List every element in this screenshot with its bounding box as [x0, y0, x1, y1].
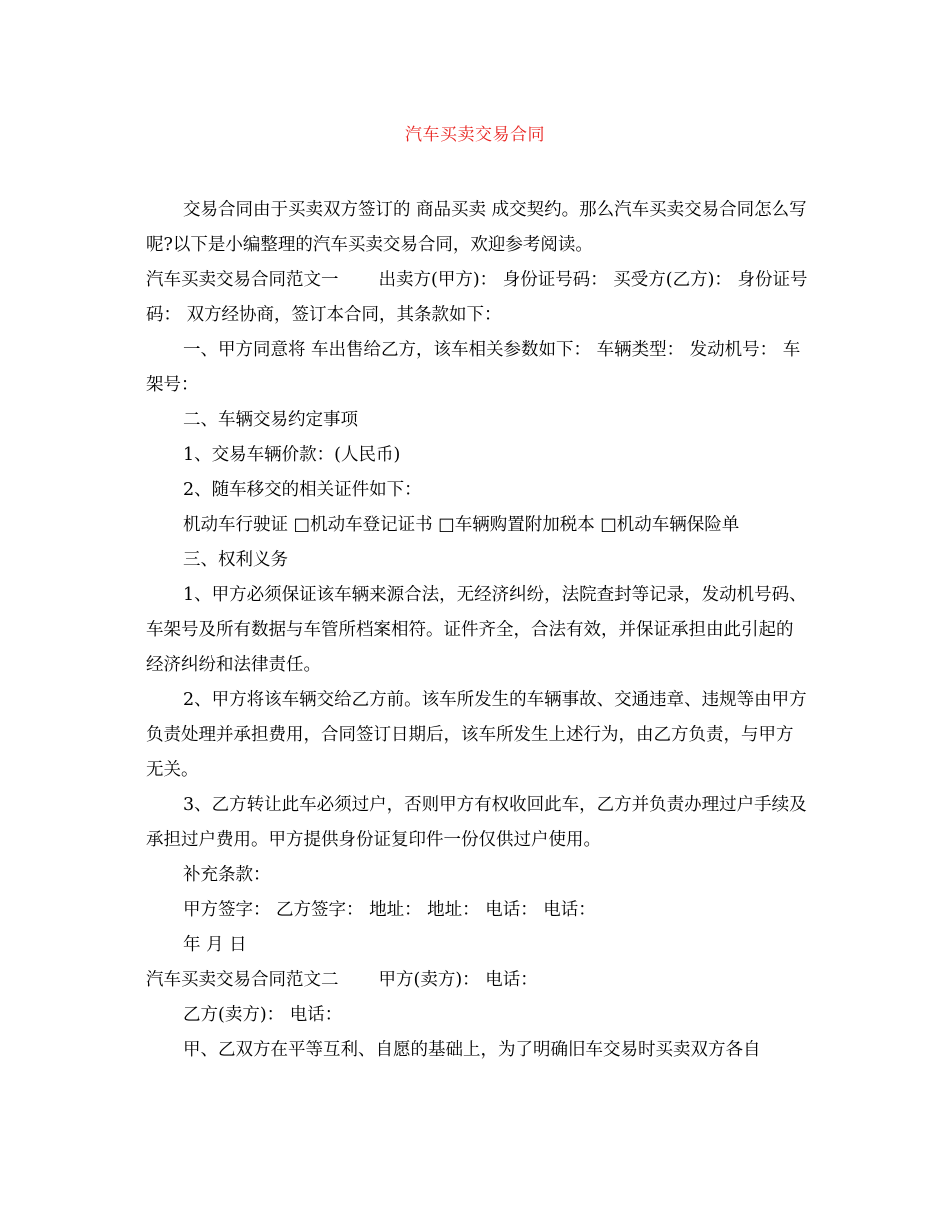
sample-one-heading: 汽车买卖交易合同范文一 — [146, 270, 339, 290]
paragraph-date: 年 月 日 — [183, 935, 247, 955]
paragraph-obligation-three: 3、乙方转让此车必须过户，否则甲方有权收回此车，乙方并负责办理过户手续及承担过户费用。甲方提供身份证复印件一份仅供过户使用。 — [146, 795, 807, 850]
paragraph-sample-two-header — [146, 963, 810, 998]
paragraph-clause-three-heading: 三、权利义务 — [183, 550, 288, 570]
paragraph-document-checklist: 机动车行驶证 □机动车登记证书 □车辆购置附加税本 □机动车辆保险单 — [183, 515, 740, 535]
sample-one-parties: 出卖方(甲方)： 身份证号码： 买受方(乙方)： 身份证号码： 双方经协商，签订本合同，其条款如下： — [146, 270, 808, 325]
sample-two-heading: 汽车买卖交易合同范文二 — [146, 970, 339, 990]
paragraph-obligation-two: 2、甲方将该车辆交给乙方前。该车所发生的车辆事故、交通违章、违规等由甲方负责处理并承担费用，合同签订日期后，该车所发生上述行为，由乙方负责，与甲方无关。 — [146, 690, 807, 780]
paragraph-intro: 交易合同由于买卖双方签订的 商品买卖 成交契约。那么汽车买卖交易合同怎么写呢?以下是小编整理的汽车买卖交易合同，欢迎参考阅读。 — [146, 200, 807, 255]
document-body — [146, 193, 810, 1068]
paragraph-signatures: 甲方签字： 乙方签字： 地址： 地址： 电话： 电话： — [183, 900, 596, 920]
paragraph-party-b: 乙方(卖方)： 电话： — [183, 1005, 343, 1025]
document-title: 汽车买卖交易合同 — [405, 125, 545, 145]
paragraph-price: 1、交易车辆价款：(人民币) — [183, 445, 401, 465]
paragraph-supplementary: 补充条款： — [183, 865, 271, 885]
sample-two-party-a: 甲方(卖方)： 电话： — [378, 970, 538, 990]
paragraph-obligation-one: 1、甲方必须保证该车辆来源合法，无经济纠纷，法院查封等记录，发动机号码、车架号及所有数据与车管所档案相符。证件齐全，合法有效，并保证承担由此引起的经济纠纷和法律责任。 — [146, 585, 807, 675]
paragraph-documents: 2、随车移交的相关证件如下： — [183, 480, 422, 500]
paragraph-clause-one: 一、甲方同意将 车出售给乙方，该车相关参数如下： 车辆类型： 发动机号： 车架号： — [146, 340, 801, 395]
paragraph-sample-two-intro: 甲、乙双方在平等互利、自愿的基础上，为了明确旧车交易时买卖双方各自 — [183, 1040, 761, 1060]
paragraph-clause-two-heading: 二、车辆交易约定事项 — [183, 410, 358, 430]
paragraph-sample-one-header — [146, 263, 810, 333]
